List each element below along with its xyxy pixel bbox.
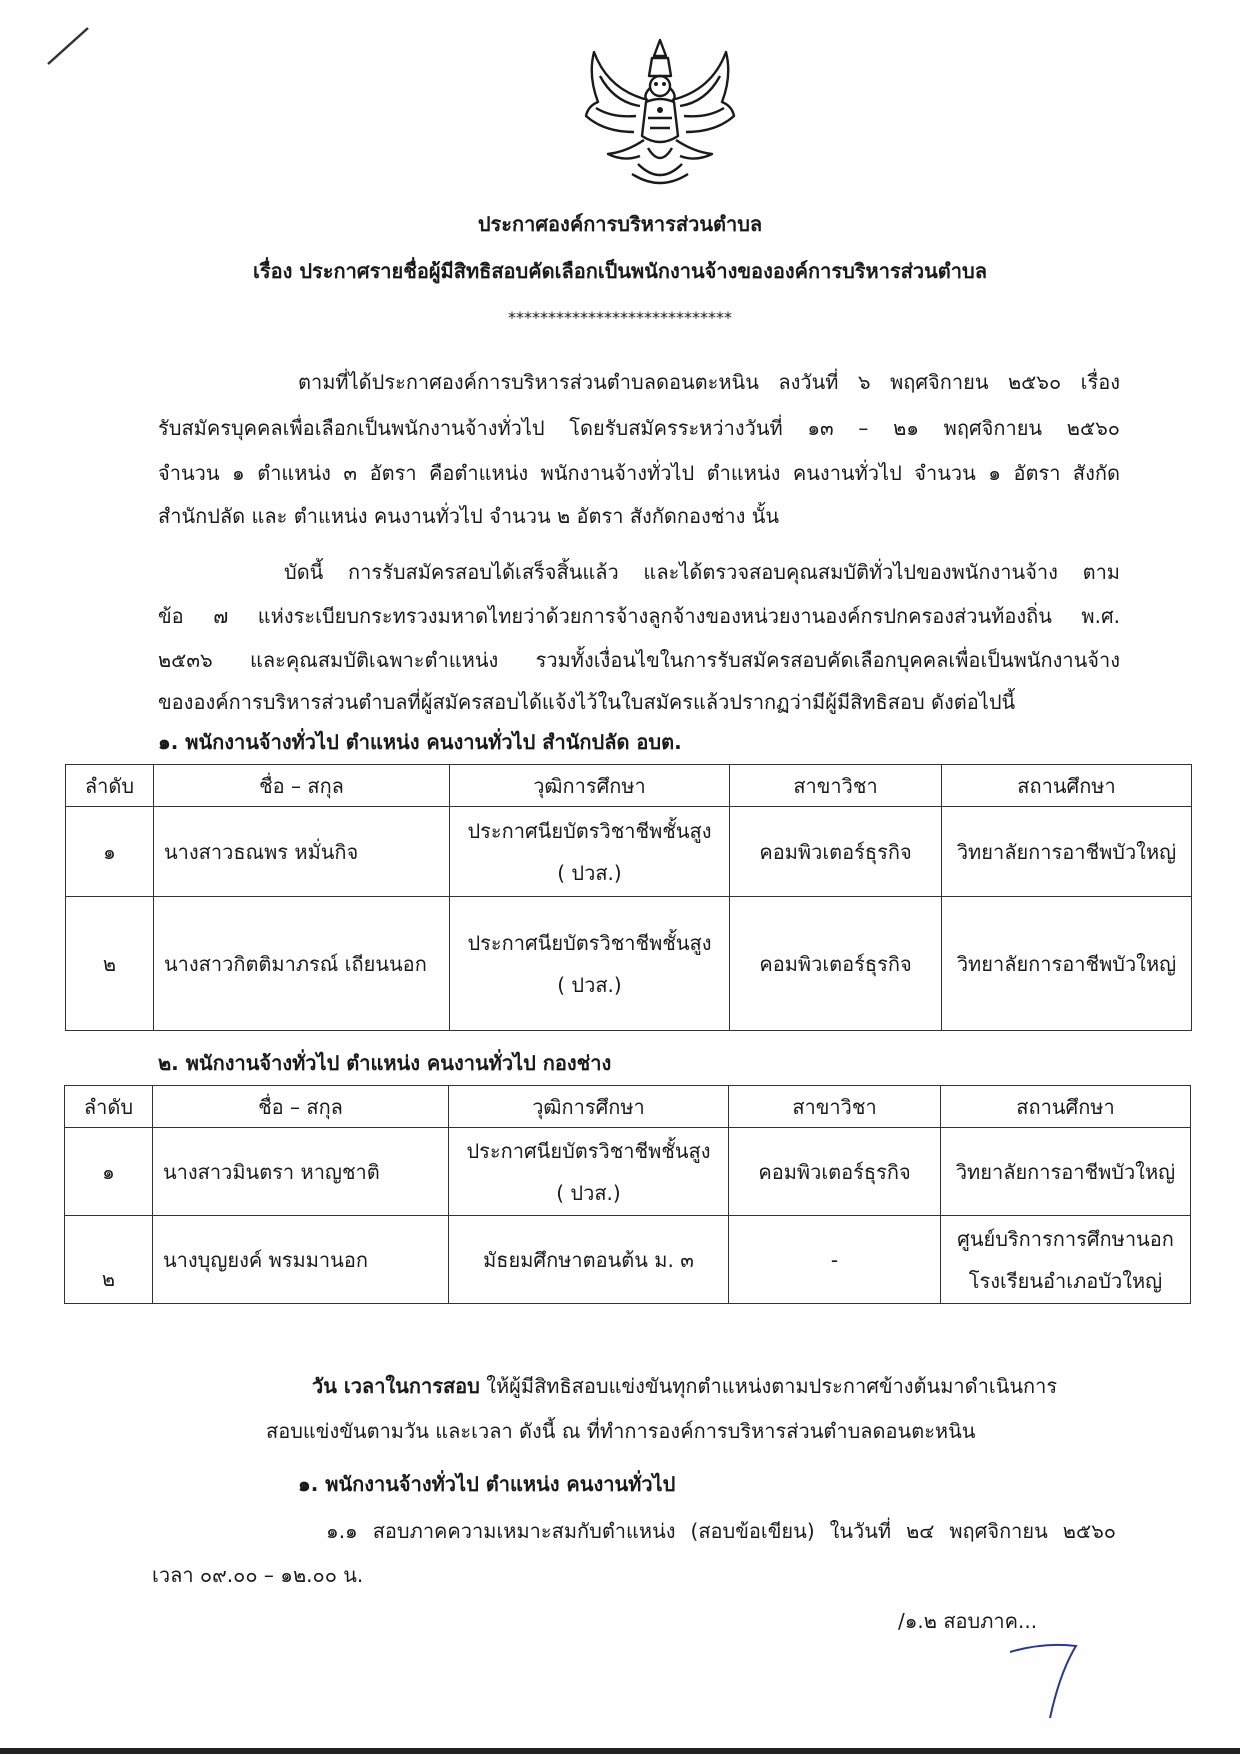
para2-line1: บัดนี้ การรับสมัครสอบได้เสร็จสิ้นแล้ว และได้ตรวจสอบคุณสมบัติทั่วไปของพนักงานจ้าง ตาม <box>284 560 1120 584</box>
education-line2: ( ปวส.) <box>556 1180 621 1205</box>
row-major: คอมพิวเตอร์ธุรกิจ <box>730 807 942 897</box>
row-education <box>450 897 730 1031</box>
row-major: คอมพิวเตอร์ธุรกิจ <box>729 1128 941 1216</box>
row-name: นางสาวกิตติมาภรณ์ เถียนนอก <box>154 897 450 1031</box>
education-line1: ประกาศนียบัตรวิชาชีพชั้นสูง <box>467 818 712 843</box>
para2-line3: ๒๕๓๖ และคุณสมบัติเฉพาะตำแหน่ง รวมทั้งเงื่อนไขในการรับสมัครสอบคัดเลือกบุคคลเพื่อเป็นพนักงานจ้าง <box>158 648 1120 672</box>
col-header-school: สถานศึกษา <box>942 765 1192 807</box>
col-header-education: วุฒิการศึกษา <box>450 765 730 807</box>
row-no: ๑ <box>66 807 154 897</box>
initials-signature <box>1004 1638 1084 1728</box>
document-subject: เรื่อง ประกาศรายชื่อผู้มีสิทธิสอบคัดเลือกเป็นพนักงานจ้างขององค์การบริหารส่วนตำบล <box>253 259 987 283</box>
candidates-table-1 <box>65 764 1192 1031</box>
exam-lead-bold: วัน เวลาในการสอบ <box>312 1374 480 1398</box>
row-major: คอมพิวเตอร์ธุรกิจ <box>730 897 942 1031</box>
exam-item11: ๑.๑ สอบภาคความเหมาะสมกับตำแหน่ง (สอบข้อเขียน) ในวันที่ ๒๔ พฤศจิกายน ๒๕๖๐ <box>326 1519 1116 1543</box>
exam-line2: สอบแข่งขันตามวัน และเวลา ดังนี้ ณ ที่ทำการองค์การบริหารส่วนตำบลดอนตะหนิน <box>266 1419 976 1443</box>
para1-line2: รับสมัครบุคคลเพื่อเลือกเป็นพนักงานจ้างทั่วไป โดยรับสมัครระหว่างวันที่ ๑๓ – ๒๑ พฤศจิกายน ๒๕๖๐ <box>158 416 1120 440</box>
para2-line4: ขององค์การบริหารส่วนตำบลที่ผู้สมัครสอบได้แจ้งไว้ในใบสมัครแล้วปรากฏว่ามีผู้มีสิทธิสอบ ดังต่อไปนี้ <box>158 690 1016 714</box>
education-line1: ประกาศนียบัตรวิชาชีพชั้นสูง <box>466 1138 711 1163</box>
col-header-no: ลำดับ <box>66 765 154 807</box>
row-education: มัธยมศึกษาตอนต้น ม. ๓ <box>449 1216 729 1304</box>
garuda-emblem <box>578 36 742 190</box>
col-header-major: สาขาวิชา <box>730 765 942 807</box>
table-header-row <box>66 765 1192 807</box>
col-header-no: ลำดับ <box>65 1086 153 1128</box>
education-line2: ( ปวส.) <box>557 972 622 997</box>
school-line1: ศูนย์บริการการศึกษานอก <box>957 1226 1174 1251</box>
scan-edge <box>0 1748 1240 1754</box>
row-no: ๒ <box>66 897 154 1031</box>
section2-heading: ๒. พนักงานจ้างทั่วไป ตำแหน่ง คนงานทั่วไป กองช่าง <box>158 1051 612 1075</box>
col-header-major: สาขาวิชา <box>729 1086 941 1128</box>
col-header-name: ชื่อ – สกุล <box>154 765 450 807</box>
row-no: ๒ <box>65 1216 153 1304</box>
candidates-table-2 <box>64 1085 1191 1304</box>
row-school: วิทยาลัยการอาชีพบัวใหญ่ <box>942 807 1192 897</box>
table-header-row <box>65 1086 1191 1128</box>
table-row <box>66 897 1192 1031</box>
row-education <box>449 1128 729 1216</box>
document-title: ประกาศองค์การบริหารส่วนตำบล <box>477 212 763 236</box>
para1-line4: สำนักปลัด และ ตำแหน่ง คนงานทั่วไป จำนวน ๒ อัตรา สังกัดกองช่าง นั้น <box>158 504 780 528</box>
para1-line1: ตามที่ได้ประกาศองค์การบริหารส่วนตำบลดอนตะหนิน ลงวันที่ ๖ พฤศจิกายน ๒๕๖๐ เรื่อง <box>298 370 1120 394</box>
para1-line3: จำนวน ๑ ตำแหน่ง ๓ อัตรา คือตำแหน่ง พนักงานจ้างทั่วไป ตำแหน่ง คนงานทั่วไป จำนวน ๑ อัตรา สังกัด <box>158 461 1120 485</box>
para2-line2: ข้อ ๗ แห่งระเบียบกระทรวงมหาดไทยว่าด้วยการจ้างลูกจ้างของหน่วยงานองค์กรปกครองส่วนท้องถิ่น พ.ศ. <box>158 604 1120 628</box>
exam-lead-rest: ให้ผู้มีสิทธิสอบแข่งขันทุกตำแหน่งตามประกาศข้างต้นมาดำเนินการ <box>479 1374 1058 1398</box>
table-row <box>66 807 1192 897</box>
table-row <box>65 1128 1191 1216</box>
table-row <box>65 1216 1191 1304</box>
col-header-education: วุฒิการศึกษา <box>449 1086 729 1128</box>
col-header-school: สถานศึกษา <box>941 1086 1191 1128</box>
row-education <box>450 807 730 897</box>
separator-stars: **************************** <box>508 308 732 327</box>
exam-lead <box>312 1370 1057 1402</box>
education-line1: ประกาศนียบัตรวิชาชีพชั้นสูง <box>467 930 712 955</box>
exam-item1: ๑. พนักงานจ้างทั่วไป ตำแหน่ง คนงานทั่วไป <box>298 1472 676 1496</box>
exam-time: เวลา ๐๙.๐๐ – ๑๒.๐๐ น. <box>152 1563 364 1587</box>
row-school: วิทยาลัยการอาชีพบัวใหญ่ <box>941 1128 1191 1216</box>
row-name: นางสาวมินตรา หาญชาติ <box>153 1128 449 1216</box>
section1-heading: ๑. พนักงานจ้างทั่วไป ตำแหน่ง คนงานทั่วไป สำนักปลัด อบต. <box>158 730 682 754</box>
row-name: นางบุญยงค์ พรมมานอก <box>153 1216 449 1304</box>
row-no: ๑ <box>65 1128 153 1216</box>
continued-note: /๑.๒ สอบภาค... <box>898 1609 1038 1633</box>
row-school <box>941 1216 1191 1304</box>
row-name: นางสาวธณพร หมั่นกิจ <box>154 807 450 897</box>
row-major: - <box>729 1216 941 1304</box>
pen-mark <box>44 20 94 70</box>
col-header-name: ชื่อ – สกุล <box>153 1086 449 1128</box>
row-school: วิทยาลัยการอาชีพบัวใหญ่ <box>942 897 1192 1031</box>
education-line2: ( ปวส.) <box>557 860 622 885</box>
school-line2: โรงเรียนอำเภอบัวใหญ่ <box>968 1268 1163 1293</box>
